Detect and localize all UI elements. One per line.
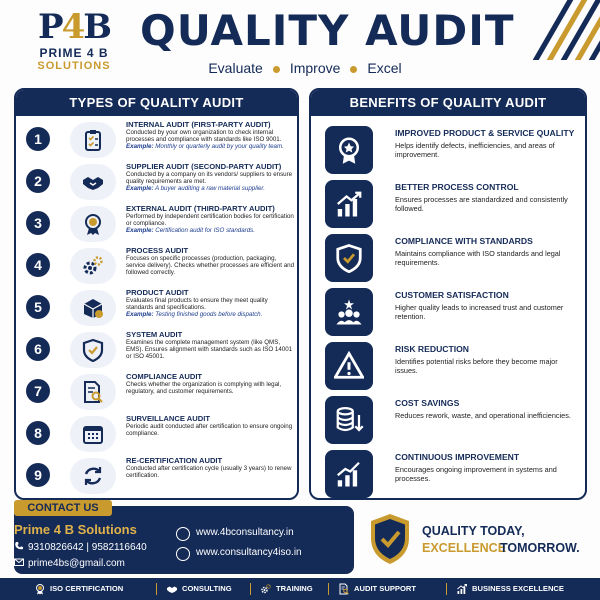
tagline-word: Evaluate	[208, 60, 263, 76]
audit-type-item	[16, 330, 297, 370]
audit-number: 5	[26, 295, 50, 319]
benefit-description: Reduces rework, waste, and operational inefficiencies.	[395, 411, 571, 420]
tagline-dot	[350, 66, 357, 73]
benefits-heading: BENEFITS OF QUALITY AUDIT	[311, 90, 585, 116]
benefit-title: CUSTOMER SATISFACTION	[395, 290, 509, 300]
handshake-icon	[81, 170, 105, 194]
benefit-title: CONTINUOUS IMPROVEMENT	[395, 452, 520, 462]
audit-description: Evaluates final products to ensure they meet quality standards and specifications.	[126, 297, 268, 312]
slogan-line2: TOMORROW.	[500, 541, 580, 555]
globe-icon	[176, 527, 190, 541]
audit-description: Focuses on specific processes (production, packaging, service delivery). Checks whether processes are efficient and followed correctly.	[126, 255, 295, 277]
audit-title: EXTERNAL AUDIT (THIRD-PARTY AUDIT)	[126, 204, 275, 213]
shield-check-icon	[81, 338, 105, 362]
header	[0, 0, 600, 84]
audit-example: Example: A buyer auditing a raw material supplier.	[126, 185, 265, 193]
certificate-badge-icon	[34, 583, 46, 595]
tagline-dot	[273, 66, 280, 73]
audit-type-item	[16, 372, 297, 412]
footer-divider	[446, 583, 447, 595]
audit-title: PROCESS AUDIT	[126, 246, 189, 255]
mail-icon	[14, 557, 24, 567]
coins-down-icon	[334, 405, 364, 435]
slogan-line1: QUALITY TODAY,	[422, 524, 525, 538]
gears-icon	[81, 254, 105, 278]
audit-type-item	[16, 414, 297, 454]
globe-icon	[176, 547, 190, 561]
benefit-item	[311, 228, 585, 286]
product-box-icon	[81, 296, 105, 320]
audit-number: 8	[26, 421, 50, 445]
benefit-description: Ensures processes are standardized and consistently followed.	[395, 195, 568, 214]
benefit-description: Helps identify defects, inefficiencies, and areas of improvement.	[395, 141, 555, 160]
audit-title: RE-CERTIFICATION AUDIT	[126, 456, 223, 465]
footer-divider	[328, 583, 329, 595]
benefit-description: Maintains compliance with ISO standards and legal requirements.	[395, 249, 561, 268]
audit-title: SYSTEM AUDIT	[126, 330, 183, 339]
company-name: Prime 4 B Solutions	[14, 522, 137, 537]
audit-description: Conducted by a company on its vendors/ suppliers to ensure quality requirements are met.	[126, 171, 293, 186]
page-title: QUALITY AUDIT	[140, 6, 515, 55]
audit-title: SUPPLIER AUDIT (SECOND-PARTY AUDIT)	[126, 162, 282, 171]
brand-name-line2: SOLUTIONS	[37, 60, 111, 72]
brand-name-line1: PRIME 4 B	[39, 46, 109, 60]
shield-check-icon	[334, 243, 364, 273]
audit-description: Periodic audit conducted after certification to ensure ongoing compliance.	[126, 423, 293, 438]
brand-logo	[22, 8, 126, 80]
benefits-panel	[309, 88, 587, 500]
benefit-title: BETTER PROCESS CONTROL	[395, 182, 519, 192]
audit-type-item	[16, 204, 297, 244]
document-magnifier-icon	[338, 583, 350, 595]
improvement-chart-icon	[334, 459, 364, 489]
benefit-title: COST SAVINGS	[395, 398, 460, 408]
audit-description: Conducted by your own organization to check internal processes and compliance with standards like ISO 9001.	[126, 129, 282, 144]
footer-bar: ISO CERTIFICATION CONSULTING TRAINING AUDIT SUPPORT BUSINESS EXCELLENCE	[0, 578, 600, 600]
handshake-icon	[166, 583, 178, 595]
audit-number: 2	[26, 169, 50, 193]
growth-chart-icon	[456, 583, 468, 595]
benefit-title: IMPROVED PRODUCT & SERVICE QUALITY	[395, 128, 575, 138]
tagline-word: Excel	[367, 60, 402, 76]
slogan-accent: EXCELLENCE	[422, 541, 507, 555]
benefit-item	[311, 120, 585, 178]
audit-number: 3	[26, 211, 50, 235]
audit-title: SURVEILLANCE AUDIT	[126, 414, 210, 423]
audit-type-item	[16, 162, 297, 202]
audit-description: Performed by independent certification bodies for certification or compliance.	[126, 213, 294, 228]
audit-type-item	[16, 120, 297, 160]
audit-number: 7	[26, 379, 50, 403]
audit-description: Checks whether the organization is complying with legal, regulatory, and customer requirements.	[126, 381, 282, 396]
audit-number: 9	[26, 463, 50, 487]
benefit-item	[311, 390, 585, 448]
website-link-2[interactable]: www.consultancy4iso.in	[196, 547, 302, 558]
audit-number: 4	[26, 253, 50, 277]
certificate-badge-icon	[81, 212, 105, 236]
benefit-item	[311, 444, 585, 500]
logo-mark: P4B	[38, 7, 110, 47]
types-panel	[14, 88, 299, 500]
warning-triangle-icon	[334, 351, 364, 381]
audit-example: Example: Certification audit for ISO standards.	[126, 227, 255, 235]
award-medal-icon	[334, 135, 364, 165]
gears-icon	[260, 583, 272, 595]
tagline	[140, 60, 470, 76]
benefit-description: Encourages ongoing improvement in systems and processes.	[395, 465, 557, 484]
phone-numbers[interactable]: 9310826642 | 9582116640	[14, 541, 147, 553]
clipboard-checklist-icon	[81, 128, 105, 152]
contact-tag: CONTACT US	[14, 500, 112, 516]
benefit-description: Higher quality leads to increased trust and customer retention.	[395, 303, 564, 322]
benefit-description: Identifies potential risks before they become major issues.	[395, 357, 558, 376]
document-magnifier-icon	[81, 380, 105, 404]
audit-title: PRODUCT AUDIT	[126, 288, 189, 297]
phone-icon	[14, 541, 24, 551]
audit-title: COMPLIANCE AUDIT	[126, 372, 203, 381]
types-heading: TYPES OF QUALITY AUDIT	[16, 90, 297, 116]
corner-stripes	[510, 0, 600, 60]
audit-type-item	[16, 456, 297, 496]
benefit-item	[311, 282, 585, 340]
audit-description: Examines the complete management system (like QMS, EMS). Ensures alignment with standards such as ISO 14001 or ISO 45001.	[126, 339, 293, 361]
tagline-word: Improve	[289, 60, 341, 76]
audit-number: 1	[26, 127, 50, 151]
audit-number: 6	[26, 337, 50, 361]
growth-chart-icon	[334, 189, 364, 219]
audit-type-item	[16, 246, 297, 286]
shield-check-icon	[368, 512, 412, 566]
refresh-cycle-icon	[81, 464, 105, 488]
benefit-title: RISK REDUCTION	[395, 344, 470, 354]
audit-example: Example: Testing finished goods before dispatch.	[126, 311, 263, 319]
benefit-title: COMPLIANCE WITH STANDARDS	[395, 236, 533, 246]
customers-stars-icon	[334, 297, 364, 327]
audit-type-item	[16, 288, 297, 328]
calendar-icon	[81, 422, 105, 446]
website-link-1[interactable]: www.4bconsultancy.in	[196, 527, 294, 538]
footer-divider	[156, 583, 157, 595]
slogan-block	[364, 506, 588, 574]
footer-divider	[250, 583, 251, 595]
audit-example: Example: Monthly or quarterly audit by your quality team.	[126, 143, 284, 151]
audit-title: INTERNAL AUDIT (FIRST-PARTY AUDIT)	[126, 120, 271, 129]
email-link[interactable]: prime4bs@gmail.com	[14, 557, 125, 569]
benefit-item	[311, 336, 585, 394]
benefit-item	[311, 174, 585, 232]
audit-description: Conducted after certification cycle (usually 3 years) to renew certification.	[126, 465, 292, 480]
